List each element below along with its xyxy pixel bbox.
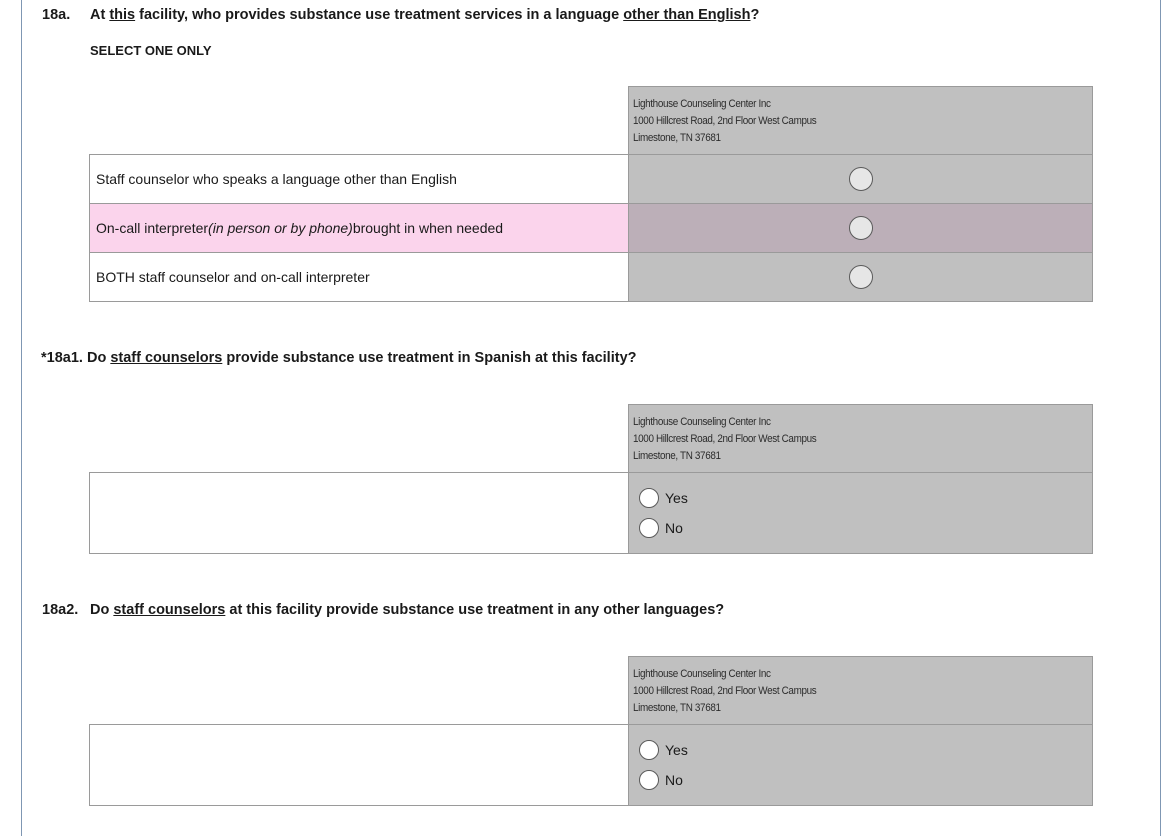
facility-address: 1000 Hillcrest Road, 2nd Floor West Campus [633, 685, 817, 697]
question-18a1-number: *18a1. [41, 350, 83, 366]
facility-name: Lighthouse Counseling Center Inc [633, 98, 771, 110]
option-row-on-call-interpreter [89, 204, 1093, 253]
yes-option-18a1[interactable]: Yes [639, 488, 688, 508]
facility-header-18a2 [628, 656, 1093, 725]
radio-both[interactable] [849, 265, 873, 289]
radio-staff-counselor[interactable] [849, 167, 873, 191]
answer-cell [629, 473, 1092, 553]
frame-left-border [21, 0, 22, 836]
answer-blank-cell [90, 725, 629, 805]
facility-header-18a1 [628, 404, 1093, 473]
option-label: BOTH staff counselor and on-call interpreter [90, 253, 629, 301]
answer-blank-cell [90, 473, 629, 553]
question-18a-text: At this facility, who provides substance use treatment services in a language other than English? [90, 7, 760, 23]
option-row-both [89, 253, 1093, 302]
radio-no-18a2[interactable] [639, 770, 659, 790]
answer-row-18a2 [89, 724, 1093, 806]
answer-cell [629, 725, 1092, 805]
facility-city: Limestone, TN 37681 [633, 450, 721, 462]
question-18a1-text: *18a1. Do staff counselors provide substance use treatment in Spanish at this facility? [41, 350, 637, 366]
no-option-18a1[interactable]: No [639, 518, 683, 538]
option-label: On-call interpreter (in person or by phone) brought in when needed [90, 204, 629, 252]
no-option-18a2[interactable]: No [639, 770, 683, 790]
question-18a2-text: Do staff counselors at this facility provide substance use treatment in any other languages? [90, 602, 725, 618]
option-cell [629, 253, 1092, 301]
facility-name: Lighthouse Counseling Center Inc [633, 668, 771, 680]
answer-row-18a1 [89, 472, 1093, 554]
frame-right-border [1160, 0, 1161, 836]
radio-yes-18a2[interactable] [639, 740, 659, 760]
select-one-instruction: SELECT ONE ONLY [90, 43, 212, 58]
yes-option-18a2[interactable]: Yes [639, 740, 688, 760]
question-18a-number: 18a. [42, 7, 71, 23]
question-18a2-number: 18a2. [42, 602, 79, 618]
option-row-staff-counselor [89, 154, 1093, 204]
facility-header-18a [628, 86, 1093, 155]
facility-city: Limestone, TN 37681 [633, 132, 721, 144]
radio-yes-18a1[interactable] [639, 488, 659, 508]
option-label: Staff counselor who speaks a language other than English [90, 155, 629, 203]
option-cell [629, 155, 1092, 203]
facility-name: Lighthouse Counseling Center Inc [633, 416, 771, 428]
radio-on-call-interpreter[interactable] [849, 216, 873, 240]
facility-address: 1000 Hillcrest Road, 2nd Floor West Campus [633, 115, 817, 127]
option-cell [629, 204, 1092, 252]
facility-city: Limestone, TN 37681 [633, 702, 721, 714]
radio-no-18a1[interactable] [639, 518, 659, 538]
facility-address: 1000 Hillcrest Road, 2nd Floor West Campus [633, 433, 817, 445]
